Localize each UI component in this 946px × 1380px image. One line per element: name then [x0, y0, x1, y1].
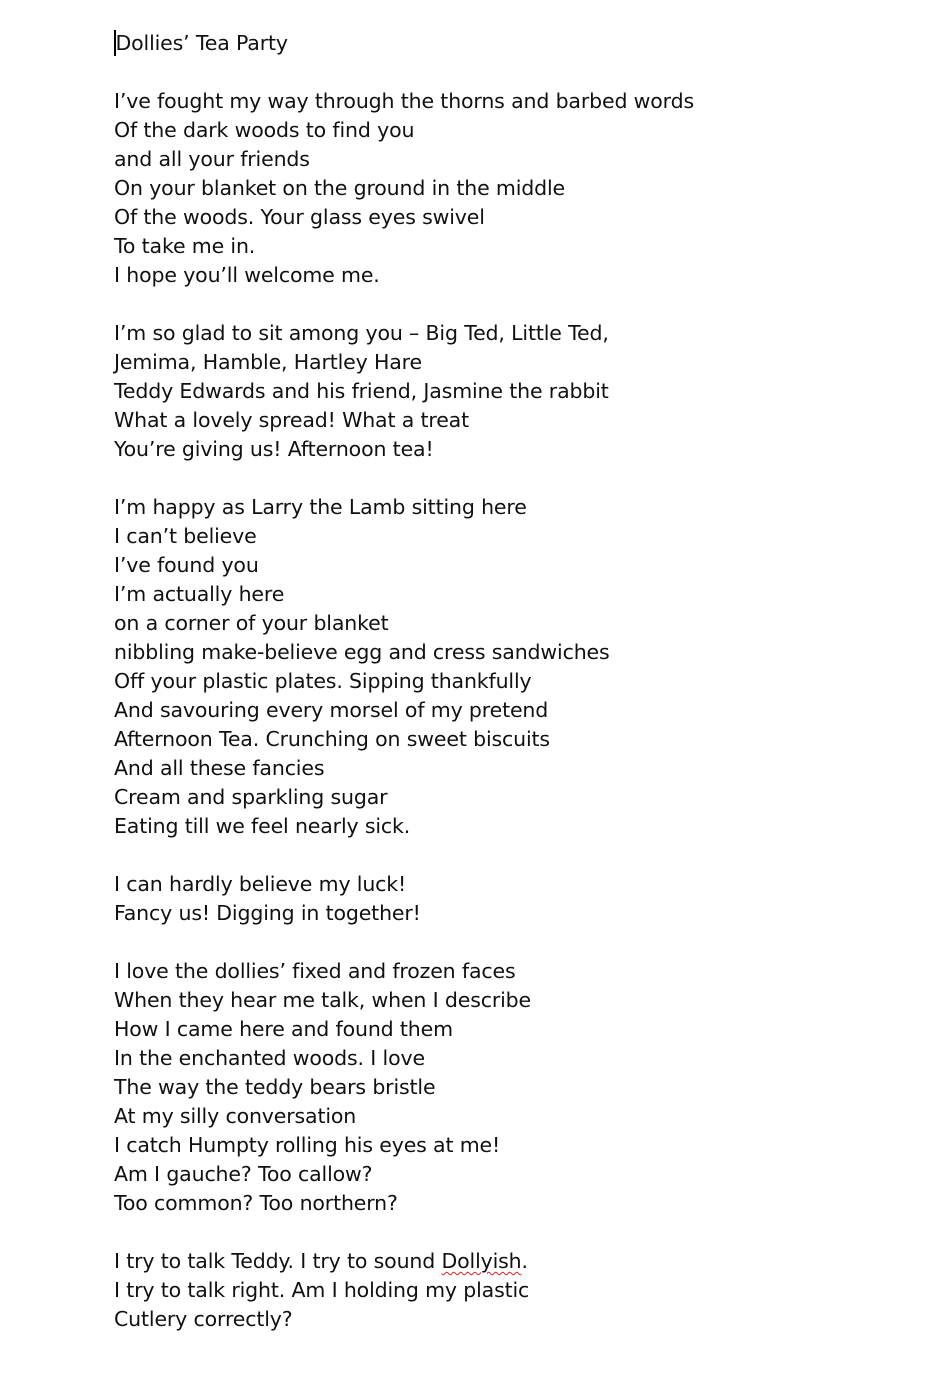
blank-line	[114, 290, 914, 319]
poem-line: Cream and sparkling sugar	[114, 785, 388, 809]
stanza-6	[114, 1247, 914, 1334]
poem-line: nibbling make-believe egg and cress sandwiches	[114, 640, 610, 664]
stanza-4	[114, 870, 914, 928]
poem-line: On your blanket on the ground in the middle	[114, 176, 565, 200]
poem-line: on a corner of your blanket	[114, 611, 389, 635]
misspelled-word[interactable]: Dollyish	[441, 1249, 522, 1273]
poem-line: I catch Humpty rolling his eyes at me!	[114, 1133, 501, 1157]
blank-line	[114, 928, 914, 957]
poem-line: Too common? Too northern?	[114, 1191, 398, 1215]
poem-line: Am I gauche? Too callow?	[114, 1162, 373, 1186]
poem-line: I hope you’ll welcome me.	[114, 263, 380, 287]
poem-line: And savouring every morsel of my pretend	[114, 698, 549, 722]
poem-line: How I came here and found them	[114, 1017, 453, 1041]
line-text: .	[521, 1249, 528, 1273]
blank-line	[114, 841, 914, 870]
poem-line: I can hardly believe my luck!	[114, 872, 407, 896]
poem-line: When they hear me talk, when I describe	[114, 988, 532, 1012]
poem-line: Off your plastic plates. Sipping thankfully	[114, 669, 532, 693]
line-text: I try to talk Teddy. I try to sound	[114, 1249, 442, 1273]
poem-line: Of the woods. Your glass eyes swivel	[114, 205, 485, 229]
poem-line	[114, 1247, 914, 1276]
poem-line: I’ve found you	[114, 553, 259, 577]
poem-line: I love the dollies’ fixed and frozen faces	[114, 959, 516, 983]
poem-line: I try to talk right. Am I holding my plastic	[114, 1278, 530, 1302]
poem-line: Cutlery correctly?	[114, 1307, 293, 1331]
poem-line: What a lovely spread! What a treat	[114, 408, 469, 432]
stanza-3	[114, 493, 914, 841]
poem-line: Afternoon Tea. Crunching on sweet biscuits	[114, 727, 550, 751]
poem-line: To take me in.	[114, 234, 256, 258]
document-body[interactable]	[114, 29, 914, 1334]
poem-line: In the enchanted woods. I love	[114, 1046, 425, 1070]
poem-title-line[interactable]	[114, 29, 914, 58]
poem-line: I’m happy as Larry the Lamb sitting here	[114, 495, 527, 519]
poem-line: I’ve fought my way through the thorns and barbed words	[114, 89, 694, 113]
poem-line: I’m so glad to sit among you – Big Ted, Little Ted,	[114, 321, 609, 345]
blank-line	[114, 58, 914, 87]
poem-line: The way the teddy bears bristle	[114, 1075, 436, 1099]
poem-line: You’re giving us! Afternoon tea!	[114, 437, 434, 461]
poem-line: and all your friends	[114, 147, 310, 171]
blank-line	[114, 1218, 914, 1247]
stanza-1	[114, 87, 914, 290]
poem-line: Fancy us! Digging in together!	[114, 901, 421, 925]
poem-line: I’m actually here	[114, 582, 285, 606]
stanza-2	[114, 319, 914, 464]
poem-title: Dollies’ Tea Party	[115, 31, 288, 55]
poem-line: At my silly conversation	[114, 1104, 357, 1128]
blank-line	[114, 464, 914, 493]
poem-line: Of the dark woods to find you	[114, 118, 415, 142]
poem-line: And all these fancies	[114, 756, 325, 780]
poem-line: Jemima, Hamble, Hartley Hare	[114, 350, 422, 374]
poem-line: I can’t believe	[114, 524, 257, 548]
stanza-5	[114, 957, 914, 1218]
poem-line: Eating till we feel nearly sick.	[114, 814, 411, 838]
poem-line: Teddy Edwards and his friend, Jasmine the rabbit	[114, 379, 609, 403]
